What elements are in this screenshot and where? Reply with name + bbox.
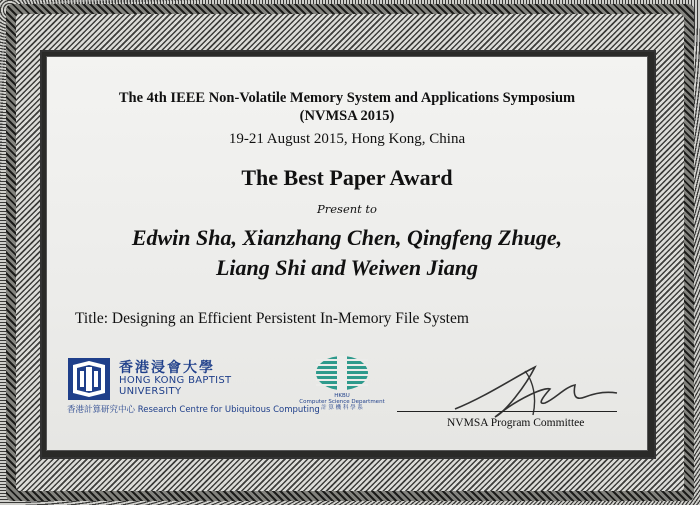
symposium-name: The 4th IEEE Non-Volatile Memory System and Applications Symposium — [118, 90, 576, 106]
hkbu-chinese-name: 香港浸會大學 — [119, 360, 215, 376]
paper-title: Title: Designing an Efficient Persistent In-Memory File System — [75, 310, 469, 327]
signature-line — [397, 411, 617, 412]
csd-logo-icon — [297, 353, 387, 393]
dates-location: 19-21 August 2015, Hong Kong, China — [228, 131, 466, 147]
csd-label-line-3: 計 算 機 科 學 系 — [321, 405, 363, 411]
csd-label-line-2: Computer Science Department — [299, 399, 385, 405]
hkbu-english-name: HONG KONG BAPTIST UNIVERSITY — [119, 375, 232, 397]
csd-logo-block — [297, 353, 387, 415]
committee-name: NVMSA Program Committee — [447, 417, 585, 429]
csd-label-line-1: HKBU — [334, 393, 350, 399]
hkbu-crest-icon — [67, 357, 111, 401]
symposium-abbreviation: (NVMSA 2015) — [299, 108, 395, 124]
award-title: The Best Paper Award — [241, 165, 453, 190]
research-centre-name: 香港計算研究中心 Research Centre for Ubiquitous Computing — [67, 405, 320, 415]
hkbu-logo-block — [67, 355, 320, 415]
recipients-line-2: Liang Shi and Weiwen Jiang — [215, 255, 479, 280]
csd-label — [297, 393, 387, 411]
certificate-paper — [46, 56, 648, 451]
recipients-line-1: Edwin Sha, Xianzhang Chen, Qingfeng Zhuge, — [131, 225, 563, 250]
present-to: Present to — [317, 202, 377, 216]
